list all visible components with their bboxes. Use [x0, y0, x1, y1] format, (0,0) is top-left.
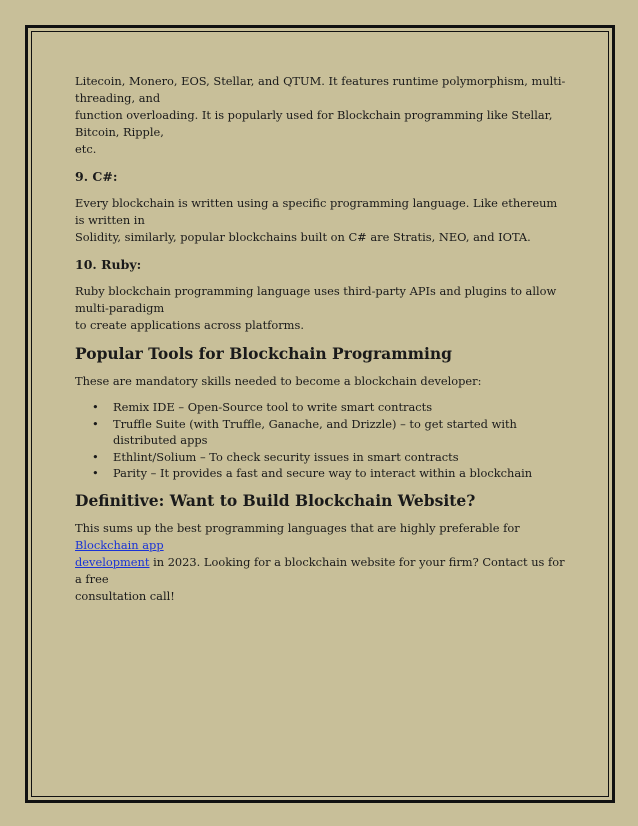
csharp-line-1: Every blockchain is written using a specific programming language. Like ethereum is written in — [75, 196, 558, 227]
list-item — [75, 399, 567, 416]
ruby-line-1: Ruby blockchain programming language uses third-party APIs and plugins to allow multi-paradigm — [75, 284, 557, 315]
intro-line-3: etc. — [75, 142, 97, 156]
csharp-heading: 9. C#: — [75, 169, 118, 184]
bullet-icon: • — [92, 449, 99, 464]
list-item-text: Remix IDE – Open-Source tool to write smart contracts — [113, 400, 433, 414]
bullet-icon: • — [92, 400, 99, 414]
csharp-line-2: Solidity, similarly, popular blockchains built on C# are Stratis, NEO, and IOTA. — [75, 230, 531, 244]
intro-line-2: function overloading. It is popularly used for Blockchain programming like Stellar, Bitcoin, Ripple, — [75, 108, 553, 139]
ruby-line-2: to create applications across platforms. — [75, 318, 304, 332]
list-item — [75, 416, 567, 449]
definitive-paragraph — [75, 520, 567, 605]
list-item — [75, 465, 567, 482]
definitive-text-before-link: This sums up the best programming languages that are highly preferable for — [75, 520, 520, 535]
tools-intro: These are mandatory skills needed to become a blockchain developer: — [75, 374, 482, 388]
bullet-icon: • — [92, 416, 99, 431]
list-item — [75, 449, 567, 466]
list-item-text: Truffle Suite (with Truffle, Ganache, and Drizzle) – to get started with distributed apps — [113, 416, 517, 447]
csharp-paragraph — [75, 195, 567, 246]
definitive-line-3: consultation call! — [75, 588, 175, 603]
link-text-part-1[interactable]: Blockchain app — [75, 537, 164, 552]
link-text-part-2[interactable]: development — [75, 554, 150, 569]
bullet-icon: • — [92, 466, 99, 480]
intro-line-1: Litecoin, Monero, EOS, Stellar, and QTUM. It features runtime polymorphism, multi-threading, and — [75, 74, 566, 105]
ruby-heading: 10. Ruby: — [75, 257, 142, 272]
definitive-heading: Definitive: Want to Build Blockchain Website? — [75, 490, 476, 510]
list-item-text: Parity – It provides a fast and secure way to interact within a blockchain — [113, 466, 533, 480]
definitive-text-after-link: in 2023. Looking for a blockchain website for your firm? Contact us for a free — [75, 554, 565, 586]
ruby-paragraph — [75, 283, 567, 334]
list-item-text: Ethlint/Solium – To check security issues in smart contracts — [113, 449, 459, 464]
tools-list — [75, 399, 567, 482]
document-body — [75, 73, 567, 605]
intro-paragraph — [75, 73, 567, 158]
tools-heading: Popular Tools for Blockchain Programming — [75, 344, 453, 363]
